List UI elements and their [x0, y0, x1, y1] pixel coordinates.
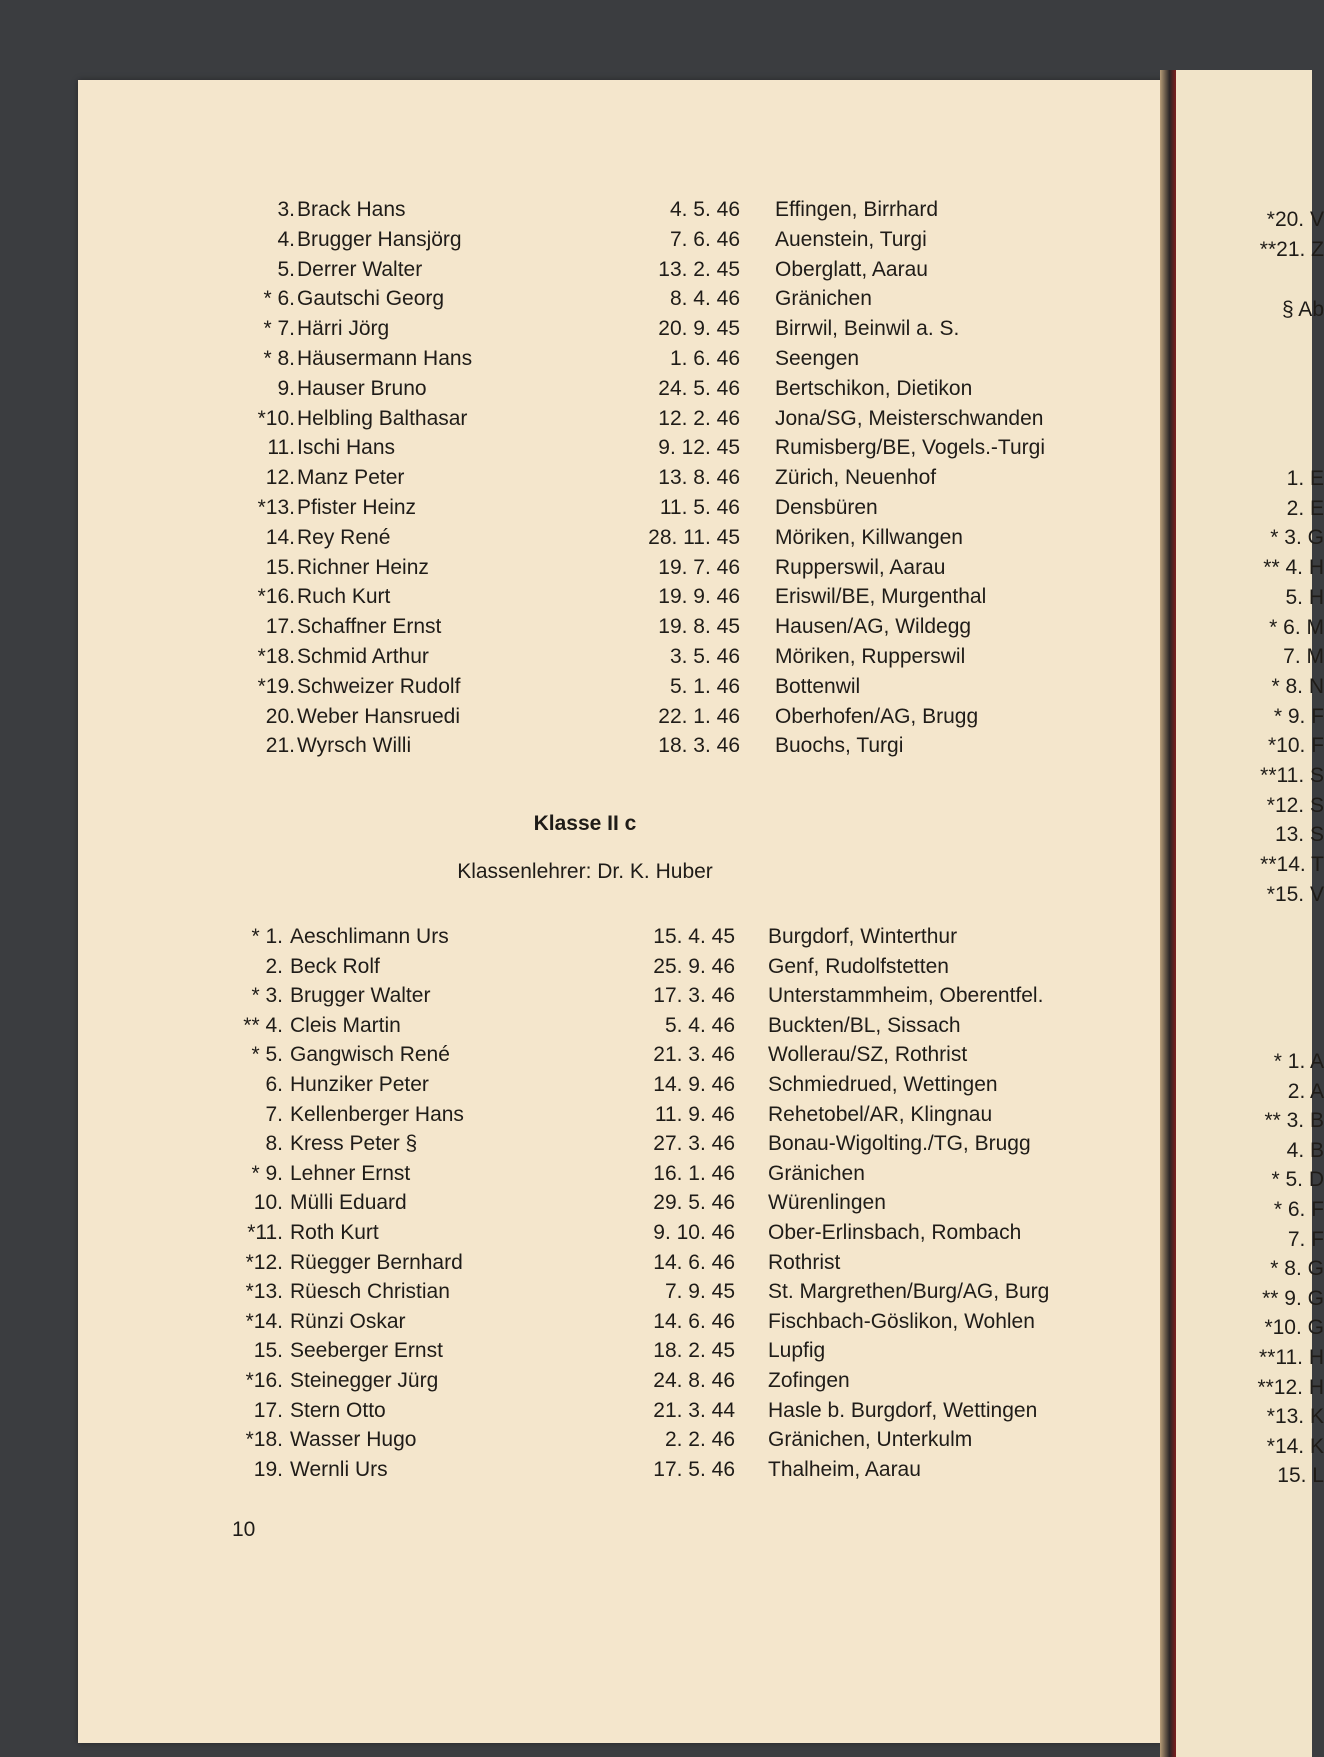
right-page-entry: 7. M — [1283, 645, 1324, 669]
row-num: 17. — [253, 1398, 283, 1422]
row-place: Rehetobel/AR, Klingnau — [768, 1102, 993, 1126]
list-row — [0, 1012, 1160, 1040]
row-date: 21. 3. 46 — [653, 1043, 735, 1067]
row-place: Effingen, Birrhard — [775, 198, 939, 221]
row-date: 14. 9. 46 — [653, 1073, 735, 1096]
row-name: Häusermann Hans — [297, 347, 473, 370]
row-date: 19. 8. 45 — [658, 615, 740, 639]
row-name: Wernli Urs — [290, 1457, 388, 1481]
right-page-entry: * 1. A — [1273, 1050, 1324, 1073]
list-row — [0, 524, 1160, 552]
book-gutter — [1160, 70, 1176, 1757]
row-name: Rey René — [297, 525, 391, 549]
right-page-entry: * 8. N — [1271, 674, 1324, 698]
list-row — [0, 953, 1160, 981]
row-date: 12. 2. 46 — [658, 406, 740, 430]
row-place: Möriken, Killwangen — [775, 525, 963, 549]
row-num: 19. — [253, 1457, 283, 1481]
row-place: Fischbach-Göslikon, Wohlen — [768, 1309, 1035, 1333]
row-place: Bertschikon, Dietikon — [775, 376, 973, 400]
row-name: Lehner Ernst — [290, 1161, 411, 1185]
row-place: Bonau-Wigolting./TG, Brugg — [768, 1132, 1031, 1156]
list-row — [0, 613, 1160, 641]
row-name: Aeschlimann Urs — [290, 925, 449, 948]
row-name: Hauser Bruno — [297, 376, 427, 400]
row-name: Kellenberger Hans — [290, 1102, 464, 1126]
right-page-entry: **11. H — [1259, 1346, 1324, 1369]
row-name: Weber Hansruedi — [297, 704, 461, 728]
list-row — [0, 315, 1160, 343]
row-name: Roth Kurt — [290, 1221, 379, 1244]
list-row — [0, 196, 1160, 224]
right-page-entry: § Ab — [1281, 298, 1324, 321]
row-date: 17. 5. 46 — [653, 1457, 735, 1481]
row-num: 2. — [265, 954, 283, 978]
right-page — [1176, 70, 1324, 1757]
row-place: Hasle b. Burgdorf, Wettingen — [768, 1398, 1038, 1422]
list-row — [0, 1101, 1160, 1129]
row-num: * 8. — [263, 347, 295, 370]
row-place: Gränichen — [775, 287, 872, 311]
list-row — [0, 673, 1160, 701]
row-place: Zofingen — [768, 1369, 850, 1392]
row-date: 11. 5. 46 — [659, 496, 740, 519]
row-date: 7. 9. 45 — [664, 1280, 735, 1304]
row-date: 16. 1. 46 — [653, 1161, 735, 1185]
right-page-entry: 5. H — [1285, 585, 1324, 609]
row-name: Wasser Hugo — [290, 1428, 417, 1452]
class-title: Klasse II c — [533, 812, 637, 835]
row-date: 11. 9. 46 — [654, 1102, 735, 1126]
list-row — [0, 375, 1160, 403]
right-page-entry: **12. H — [1257, 1375, 1324, 1399]
row-name: Derrer Walter — [297, 257, 423, 281]
row-name: Mülli Eduard — [290, 1191, 407, 1215]
list-row — [0, 494, 1160, 522]
right-page-entry: 2. A — [1287, 1079, 1324, 1103]
list-row — [0, 554, 1160, 582]
right-page-entry: **14. T — [1260, 853, 1324, 877]
row-name: Gangwisch René — [290, 1043, 450, 1067]
row-name: Stern Otto — [290, 1398, 386, 1422]
row-num: * 1. — [251, 925, 283, 948]
row-place: Densbüren — [775, 496, 878, 519]
row-name: Beck Rolf — [290, 954, 380, 978]
row-date: 4. 5. 46 — [669, 198, 740, 221]
right-page-entry: *14. K — [1266, 1434, 1324, 1458]
row-date: 18. 2. 45 — [653, 1339, 735, 1363]
row-date: 2. 2. 46 — [664, 1428, 735, 1452]
right-page-entry: 13. S — [1274, 823, 1324, 847]
row-num: * 5. — [251, 1043, 283, 1067]
row-name: Ischi Hans — [297, 436, 396, 460]
row-date: 25. 9. 46 — [653, 954, 735, 978]
row-date: 18. 3. 46 — [658, 734, 740, 758]
row-date: 9. 12. 45 — [658, 436, 740, 460]
row-num: ** 4. — [243, 1013, 283, 1037]
list-row — [0, 1308, 1160, 1336]
row-place: Genf, Rudolfstetten — [768, 954, 949, 978]
row-place: Möriken, Rupperswil — [775, 645, 966, 668]
right-page-entry: *12. S — [1266, 793, 1324, 817]
row-num: *14. — [245, 1309, 283, 1333]
right-page-entry: 4. B — [1286, 1138, 1324, 1162]
right-page-entry: 7. F — [1287, 1227, 1324, 1251]
row-num: *13. — [257, 496, 295, 519]
row-date: 19. 9. 46 — [658, 585, 740, 609]
right-page-entry: *10. G — [1264, 1316, 1324, 1340]
row-place: Lupfig — [768, 1339, 826, 1363]
row-num: 12. — [265, 466, 295, 490]
row-date: 5. 1. 46 — [669, 674, 740, 698]
list-row — [0, 1337, 1160, 1365]
row-name: Steinegger Jürg — [290, 1369, 439, 1392]
row-date: 28. 11. 45 — [648, 525, 740, 549]
row-name: Wyrsch Willi — [297, 734, 412, 758]
list-row — [0, 345, 1160, 373]
list-row — [0, 1189, 1160, 1217]
row-num: *16. — [245, 1369, 283, 1392]
row-name: Gautschi Georg — [297, 287, 445, 311]
class-teacher: Klassenlehrer: Dr. K. Huber — [457, 860, 713, 883]
row-num: * 9. — [251, 1161, 283, 1185]
list-row — [0, 405, 1160, 433]
row-num: *19. — [257, 674, 295, 698]
row-num: 10. — [253, 1191, 283, 1215]
row-place: Seengen — [775, 347, 860, 370]
row-date: 13. 8. 46 — [658, 466, 740, 490]
row-place: Eriswil/BE, Murgenthal — [775, 585, 987, 609]
row-num: *12. — [245, 1250, 283, 1274]
right-page-entry: * 6. F — [1273, 1198, 1324, 1221]
row-date: 24. 8. 46 — [653, 1369, 735, 1392]
list-row — [0, 643, 1160, 671]
row-name: Helbling Balthasar — [297, 406, 468, 430]
list-row — [0, 1278, 1160, 1306]
row-date: 7. 6. 46 — [669, 227, 740, 251]
row-num: 4. — [277, 227, 295, 251]
row-name: Schaffner Ernst — [297, 615, 442, 639]
row-name: Cleis Martin — [290, 1013, 401, 1037]
row-num: 21. — [265, 734, 295, 758]
row-place: Hausen/AG, Wildegg — [775, 615, 972, 639]
row-num: 15. — [253, 1339, 283, 1363]
list-row — [0, 703, 1160, 731]
row-name: Härri Jörg — [297, 317, 390, 341]
row-num: 5. — [277, 257, 295, 281]
list-row — [0, 1249, 1160, 1277]
right-page-entry: **21. Z — [1259, 238, 1324, 261]
row-num: 14. — [265, 525, 295, 549]
row-place: Gränichen — [768, 1161, 865, 1185]
right-page-entry: * 8. G — [1270, 1257, 1324, 1281]
row-place: Unterstammheim, Oberentfel. — [768, 984, 1044, 1008]
right-page-entry: 15. L — [1277, 1464, 1324, 1488]
row-name: Rüesch Christian — [290, 1280, 450, 1304]
row-num: * 3. — [251, 984, 283, 1008]
row-name: Manz Peter — [297, 466, 405, 490]
row-date: 19. 7. 46 — [658, 555, 740, 579]
row-num: * 6. — [263, 287, 295, 311]
row-name: Brugger Walter — [290, 984, 431, 1008]
row-num: *13. — [245, 1280, 283, 1304]
row-place: Rumisberg/BE, Vogels.-Turgi — [775, 436, 1045, 460]
list-row — [0, 226, 1160, 254]
row-name: Brugger Hansjörg — [297, 227, 462, 251]
right-page-entry: * 5. D — [1271, 1168, 1324, 1192]
row-date: 22. 1. 46 — [658, 704, 740, 728]
right-page-entry: *13. K — [1266, 1405, 1324, 1429]
right-page-entry: * 9. F — [1273, 704, 1324, 728]
list-row — [0, 1456, 1160, 1484]
row-date: 29. 5. 46 — [653, 1191, 735, 1215]
row-date: 14. 6. 46 — [653, 1250, 735, 1274]
row-name: Rüegger Bernhard — [290, 1250, 463, 1274]
right-page-entry: ** 3. B — [1264, 1109, 1324, 1133]
row-place: Buckten/BL, Sissach — [768, 1013, 961, 1037]
row-num: *16. — [257, 585, 295, 609]
row-num: *18. — [245, 1428, 283, 1452]
list-row — [0, 1426, 1160, 1454]
row-date: 17. 3. 46 — [653, 984, 735, 1008]
row-place: Jona/SG, Meisterschwanden — [775, 406, 1044, 430]
row-place: Rupperswil, Aarau — [775, 555, 946, 579]
list-row — [0, 982, 1160, 1010]
row-date: 24. 5. 46 — [658, 376, 740, 400]
right-page-entry: ** 9. G — [1262, 1286, 1324, 1310]
list-row — [0, 923, 1160, 951]
row-num: *11. — [247, 1221, 283, 1244]
row-place: Bottenwil — [775, 674, 861, 698]
row-num: 7. — [265, 1102, 283, 1126]
list-row — [0, 1130, 1160, 1158]
row-name: Kress Peter § — [290, 1132, 418, 1156]
row-name: Schweizer Rudolf — [297, 674, 461, 698]
list-row — [0, 583, 1160, 611]
row-name: Ruch Kurt — [297, 585, 391, 609]
row-num: 20. — [265, 704, 295, 728]
row-num: 3. — [277, 198, 295, 221]
row-name: Hunziker Peter — [290, 1073, 429, 1096]
list-row — [0, 1160, 1160, 1188]
row-place: Würenlingen — [768, 1191, 886, 1215]
row-place: Burgdorf, Winterthur — [768, 925, 958, 948]
row-num: * 7. — [263, 317, 295, 341]
row-num: 15. — [265, 555, 295, 579]
row-num: 11. — [267, 436, 295, 460]
row-place: Ober-Erlinsbach, Rombach — [768, 1221, 1022, 1244]
page-number: 10 — [232, 1518, 256, 1541]
right-page-entry: *10. F — [1267, 734, 1324, 758]
row-date: 14. 6. 46 — [653, 1309, 735, 1333]
row-place: Oberhofen/AG, Brugg — [775, 704, 979, 728]
right-page-entry: 1. E — [1286, 467, 1324, 490]
row-place: Oberglatt, Aarau — [775, 257, 928, 281]
right-page-entry: 2. E — [1286, 496, 1324, 520]
row-date: 27. 3. 46 — [653, 1132, 735, 1156]
row-num: 17. — [265, 615, 295, 639]
row-place: Thalheim, Aarau — [768, 1457, 921, 1481]
row-date: 3. 5. 46 — [669, 645, 740, 668]
row-date: 13. 2. 45 — [658, 257, 740, 281]
right-page-entry: *15. V — [1266, 882, 1324, 906]
right-page-entry: **11. S — [1260, 764, 1324, 787]
list-row — [0, 732, 1160, 760]
row-date: 15. 4. 45 — [653, 925, 735, 948]
row-name: Pfister Heinz — [297, 496, 417, 519]
row-place: Gränichen, Unterkulm — [768, 1428, 973, 1452]
row-place: Rothrist — [768, 1250, 841, 1274]
row-place: Buochs, Turgi — [775, 734, 904, 758]
right-page-entry: * 3. G — [1270, 526, 1324, 550]
row-place: Auenstein, Turgi — [775, 227, 927, 251]
row-name: Richner Heinz — [297, 555, 429, 579]
right-page-entry: ** 4. H — [1263, 556, 1324, 580]
row-place: St. Margrethen/Burg/AG, Burg — [768, 1280, 1050, 1304]
list-row — [0, 1041, 1160, 1069]
row-name: Rünzi Oskar — [290, 1309, 406, 1333]
row-num: *10. — [257, 406, 295, 430]
list-row — [0, 1219, 1160, 1247]
row-name: Schmid Arthur — [297, 645, 429, 668]
list-row — [0, 285, 1160, 313]
list-row — [0, 1367, 1160, 1395]
row-num: 9. — [277, 376, 295, 400]
list-row — [0, 464, 1160, 492]
list-row — [0, 1071, 1160, 1099]
row-place: Wollerau/SZ, Rothrist — [768, 1043, 968, 1067]
row-date: 20. 9. 45 — [658, 317, 740, 341]
row-date: 9. 10. 46 — [653, 1221, 735, 1244]
row-place: Zürich, Neuenhof — [775, 466, 937, 490]
row-num: 6. — [265, 1073, 283, 1096]
right-page-entry: * 6. M — [1269, 615, 1324, 639]
row-place: Schmiedrued, Wettingen — [768, 1073, 998, 1096]
list-row — [0, 1397, 1160, 1425]
list-row — [0, 434, 1160, 462]
row-date: 8. 4. 46 — [669, 287, 740, 311]
list-row — [0, 256, 1160, 284]
row-num: 8. — [265, 1132, 283, 1156]
row-date: 5. 4. 46 — [664, 1013, 735, 1037]
row-date: 1. 6. 46 — [669, 347, 740, 370]
row-place: Birrwil, Beinwil a. S. — [775, 317, 960, 341]
right-page-entry: *20. V — [1266, 208, 1324, 231]
row-num: *18. — [257, 645, 295, 668]
row-name: Seeberger Ernst — [290, 1339, 443, 1363]
row-date: 21. 3. 44 — [653, 1398, 735, 1422]
row-name: Brack Hans — [297, 198, 406, 221]
